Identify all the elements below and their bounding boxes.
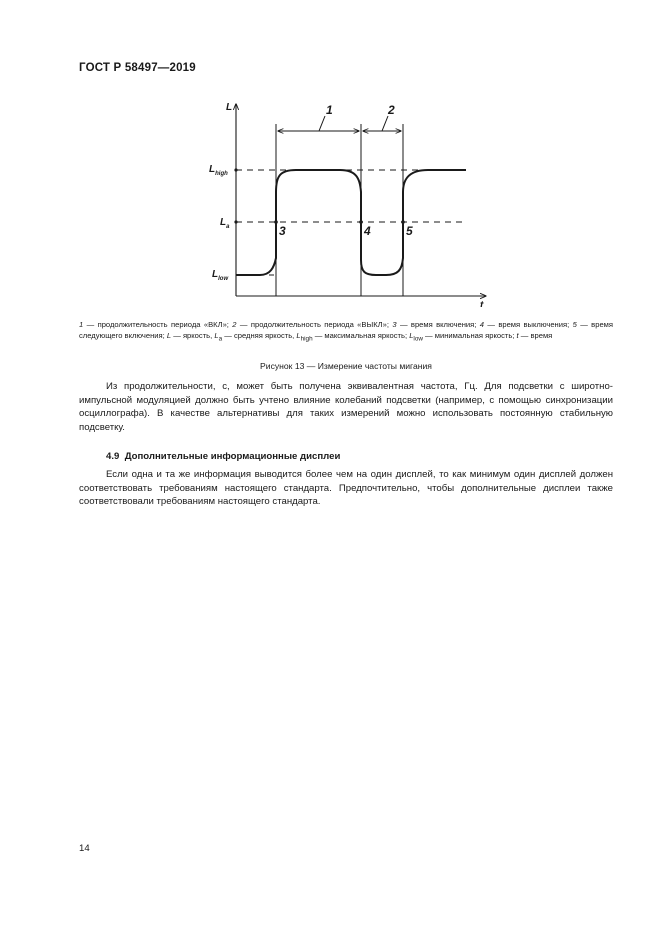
marker-3: 3 [279, 224, 286, 238]
page-number: 14 [79, 843, 90, 854]
marker-5: 5 [406, 224, 413, 238]
section-number: 4.9 [106, 451, 120, 462]
level-avg-label: La [220, 217, 230, 230]
section-heading [106, 451, 340, 462]
paragraph-1: Из продолжительности, с, может быть получена эквивалентная частота, Гц. Для подсветки с широтно-импульсной модуляцией должно быть учтено влияние колебаний подсветки (например, с помощью синхронизации осциллографа). В качестве альтернативы для таких измерений можно использовать постоянную стабильную подсветку. [79, 381, 613, 433]
level-low-label: Llow [212, 269, 229, 282]
marker-2: 2 [388, 103, 395, 117]
document-header: ГОСТ Р 58497—2019 [79, 62, 196, 74]
x-axis-label: t [480, 300, 484, 307]
marker-4: 4 [364, 224, 371, 238]
section-title: Дополнительные информационные дисплеи [124, 451, 341, 462]
figure-13-diagram [200, 92, 500, 307]
paragraph-2: Если одна и та же информация выводится более чем на один дисплей, то как минимум один дисплей должен соответствовать требованиям настоящего стандарта. Предпочтительно, чтобы дополнительные дисплеи также соответствовали требованиям настоящего стандарта. [79, 469, 613, 508]
y-axis-label: L [226, 102, 233, 113]
level-high-label: Lhigh [209, 164, 228, 177]
marker-1: 1 [326, 103, 333, 117]
figure-legend: 1 — продолжительность периода «ВКЛ»; 2 — продолжительность периода «ВЫКЛ»; 3 — время включения; 4 — время выключения; 5 — время следующего включения; L — яркость, $L_a$ — средняя яркость, $L_{high}$ — максимальная яркость; $L_{low}$ — минимальная яркость; t — время [79, 320, 613, 343]
figure-caption: Рисунок 13 — Измерение частоты мигания [260, 361, 432, 371]
